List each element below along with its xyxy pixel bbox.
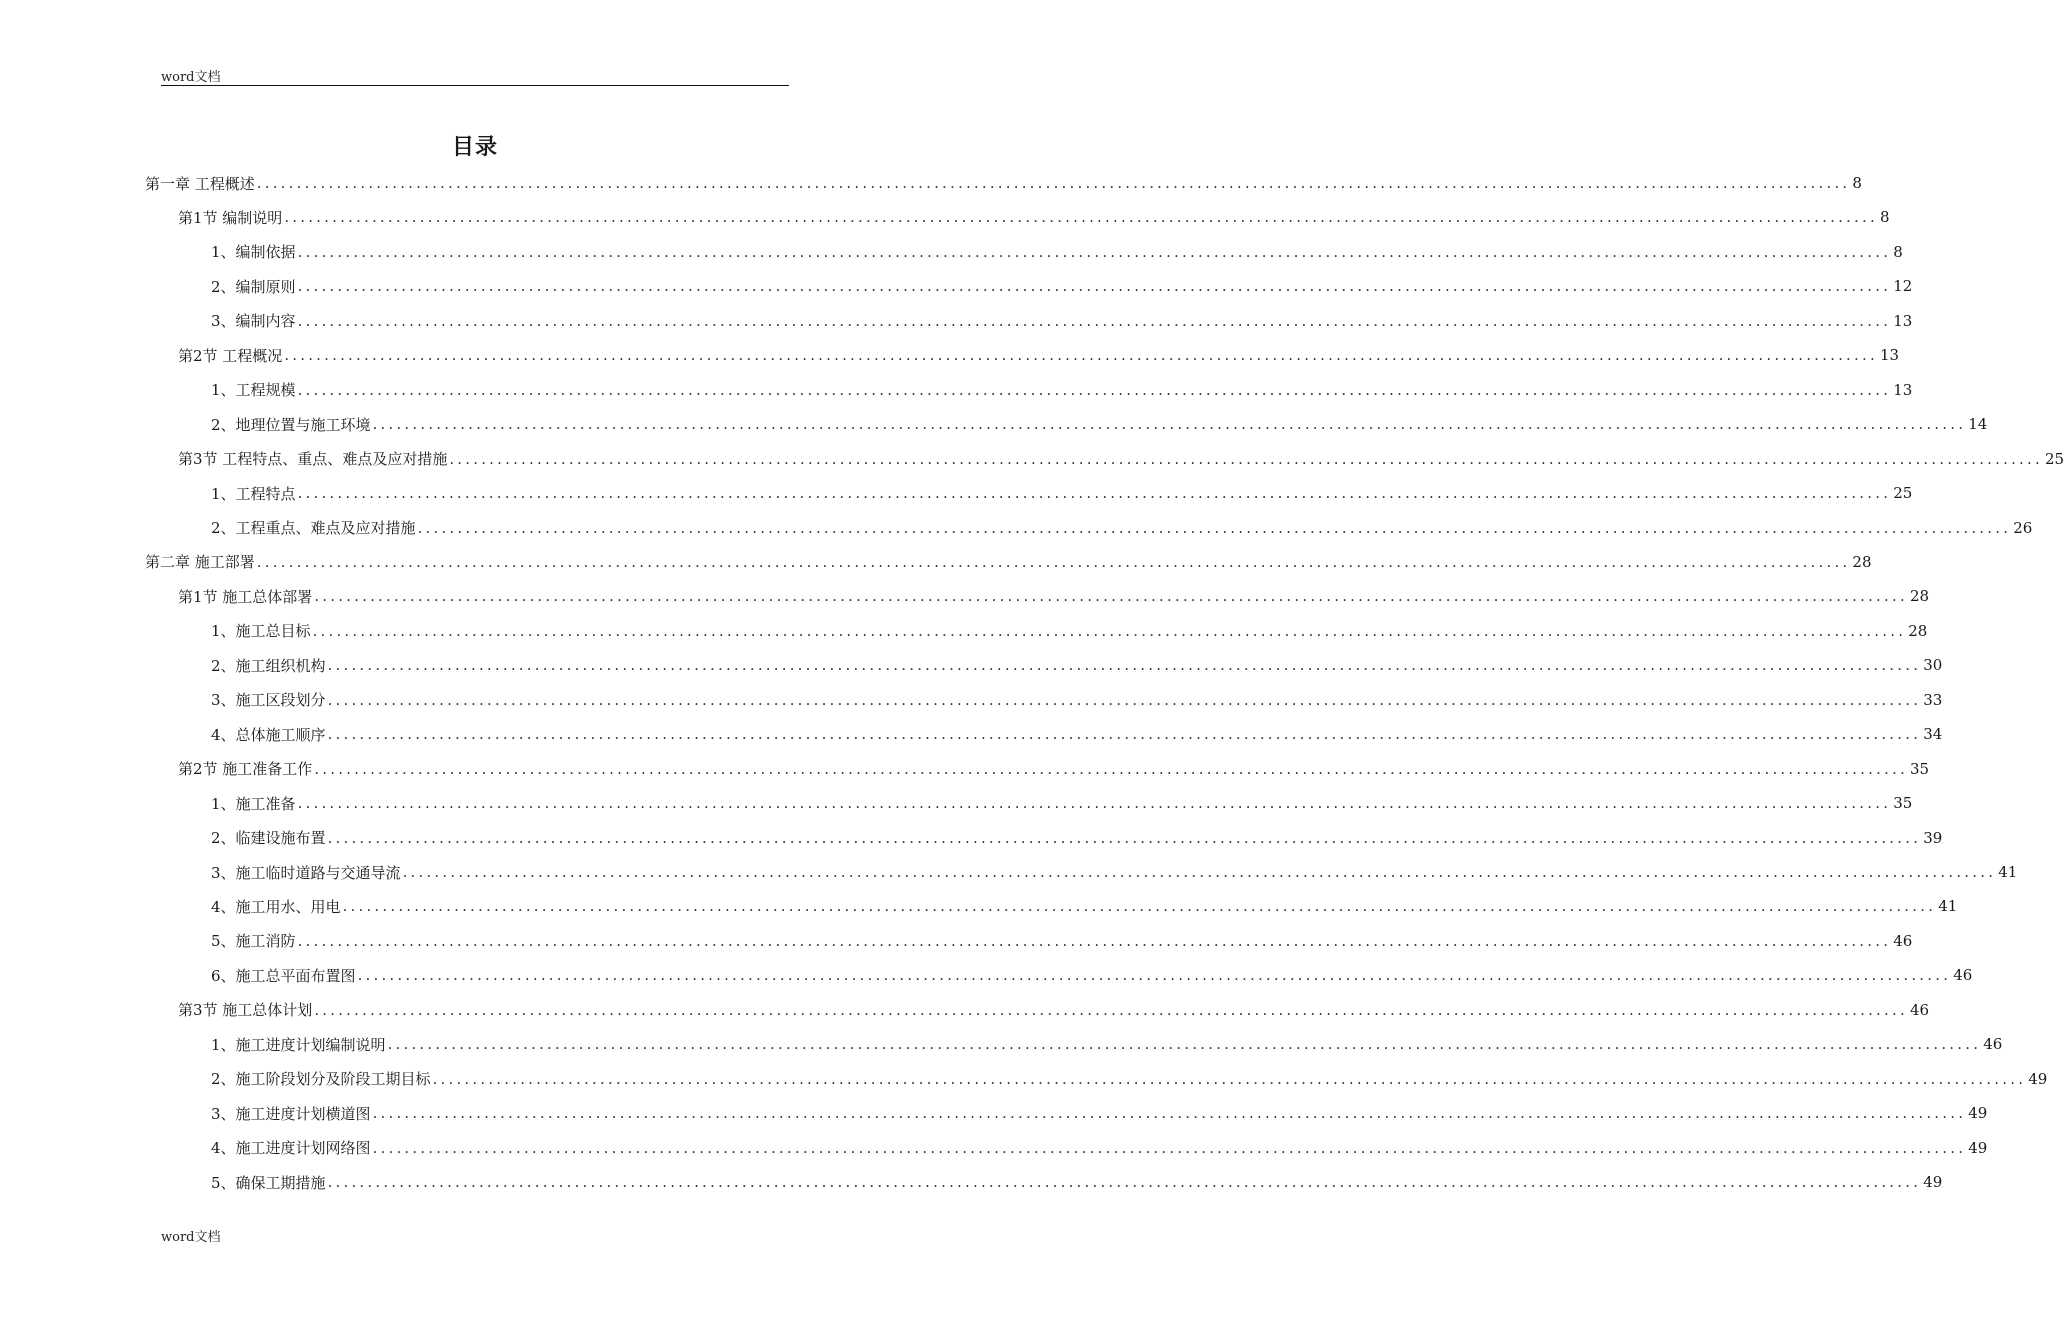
toc-entry-label: 施工准备 bbox=[235, 794, 296, 813]
toc-entry-label: 施工用水、用电 bbox=[235, 897, 341, 916]
toc-entry-label: 工程规模 bbox=[235, 381, 296, 400]
toc-entry-number: 6、 bbox=[211, 966, 236, 985]
toc-entry[interactable] bbox=[211, 924, 1913, 958]
toc-entry[interactable] bbox=[178, 200, 1890, 234]
toc-entry-number: 4、 bbox=[211, 1139, 236, 1158]
toc-entry[interactable] bbox=[211, 889, 1958, 923]
toc-entry-label: 工程重点、难点及应对措施 bbox=[235, 519, 416, 537]
toc-entry[interactable] bbox=[211, 614, 1928, 648]
toc-dot-leader: ........................................................................................................................................................................................................ bbox=[417, 518, 2012, 537]
toc-dot-leader: ........................................................................................................................................................................................................ bbox=[327, 656, 1922, 675]
toc-entry-number: 5、 bbox=[211, 1173, 236, 1192]
toc-page-number: 12 bbox=[1893, 277, 1913, 296]
toc-page-number: 30 bbox=[1923, 656, 1943, 675]
toc-dot-leader: ........................................................................................................................................................................................................ bbox=[297, 380, 1892, 399]
toc-entry-label: 施工总目标 bbox=[235, 622, 311, 641]
toc-page-number: 28 bbox=[1908, 621, 1928, 640]
toc-entry[interactable] bbox=[211, 1131, 1988, 1165]
toc-entry[interactable] bbox=[211, 476, 1913, 510]
toc-entry[interactable] bbox=[211, 717, 1943, 751]
toc-dot-leader: ........................................................................................................................................................................................................ bbox=[327, 725, 1922, 744]
toc-entry[interactable] bbox=[211, 235, 1903, 269]
toc-dot-leader: ........................................................................................................................................................................................................ bbox=[402, 863, 1997, 881]
toc-title: 目录 bbox=[451, 134, 498, 160]
toc-entry[interactable] bbox=[211, 1062, 2048, 1096]
toc-dot-leader: ........................................................................................................................................................................................................ bbox=[314, 1000, 1908, 1019]
toc-dot-leader: ........................................................................................................................................................................................................ bbox=[297, 484, 1892, 503]
toc-entry-label: 第二章 施工部署 bbox=[145, 553, 255, 572]
toc-page-number: 34 bbox=[1923, 725, 1943, 744]
toc-dot-leader: ........................................................................................................................................................................................................ bbox=[449, 449, 2043, 468]
toc-entry[interactable] bbox=[211, 269, 1913, 303]
toc-dot-leader: ........................................................................................................................................................................................................ bbox=[297, 794, 1892, 813]
toc-entry-number: 4、 bbox=[211, 897, 236, 916]
toc-page-number: 13 bbox=[1893, 311, 1913, 330]
toc-dot-leader: ........................................................................................................................................................................................................ bbox=[256, 552, 1851, 571]
toc-entry-label: 第2节 工程概况 bbox=[178, 346, 283, 365]
toc-page-number: 8 bbox=[1893, 242, 1903, 261]
toc-entry[interactable] bbox=[211, 373, 1913, 407]
page-footer: word文档 bbox=[161, 1230, 221, 1245]
toc-entry-label: 第3节 施工总体计划 bbox=[178, 1001, 313, 1020]
toc-entry-number: 1、 bbox=[211, 484, 236, 503]
toc-page-number: 14 bbox=[1968, 415, 1988, 434]
toc-entry-label: 施工进度计划横道图 bbox=[235, 1104, 371, 1123]
toc-entry-label: 编制原则 bbox=[235, 277, 296, 296]
toc-dot-leader: ........................................................................................................................................................................................................ bbox=[327, 828, 1922, 847]
toc-entry-number: 2、 bbox=[211, 415, 236, 434]
toc-entry-label: 施工进度计划网络图 bbox=[235, 1139, 371, 1158]
toc-entry[interactable] bbox=[178, 442, 2064, 476]
toc-entry-label: 地理位置与施工环境 bbox=[235, 415, 371, 434]
toc-entry[interactable] bbox=[178, 338, 1900, 372]
toc-page-number: 35 bbox=[1893, 794, 1913, 813]
toc-entry-number: 2、 bbox=[211, 1070, 236, 1089]
toc-entry-label: 总体施工顺序 bbox=[235, 725, 326, 744]
toc-page-number: 8 bbox=[1852, 174, 1862, 192]
toc-entry-label: 施工总平面布置图 bbox=[235, 966, 356, 985]
toc-entry-label: 临建设施布置 bbox=[235, 829, 326, 848]
toc-entry[interactable] bbox=[211, 821, 1943, 855]
toc-entry-label: 确保工期措施 bbox=[235, 1173, 326, 1192]
toc-entry[interactable] bbox=[178, 752, 1930, 786]
toc-entry[interactable] bbox=[211, 855, 2018, 889]
toc-page-number: 13 bbox=[1879, 346, 1900, 365]
toc-entry-label: 第1节 施工总体部署 bbox=[178, 587, 313, 606]
toc-dot-leader: ........................................................................................................................................................................................................ bbox=[284, 208, 1878, 227]
toc-page-number: 35 bbox=[1909, 759, 1930, 778]
toc-dot-leader: ........................................................................................................................................................................................................ bbox=[284, 346, 1878, 365]
toc-page-number: 46 bbox=[1953, 966, 1973, 985]
toc-entry[interactable] bbox=[178, 579, 1930, 613]
toc-dot-leader: ........................................................................................................................................................................................................ bbox=[432, 1069, 2027, 1088]
toc-page-number: 33 bbox=[1923, 690, 1943, 709]
toc-page-number: 49 bbox=[1923, 1173, 1943, 1192]
toc-page-number: 28 bbox=[1909, 587, 1930, 606]
page-header: word文档 bbox=[161, 70, 221, 85]
toc-page-number: 49 bbox=[1968, 1104, 1988, 1123]
toc-entry-label: 编制依据 bbox=[235, 243, 296, 262]
toc-entry[interactable] bbox=[211, 1096, 1988, 1130]
toc-entry-label: 第一章 工程概述 bbox=[145, 174, 255, 193]
toc-entry-number: 3、 bbox=[211, 863, 236, 882]
toc-entry[interactable] bbox=[211, 1027, 2003, 1061]
toc-entry[interactable] bbox=[211, 304, 1913, 338]
toc-entry-label: 施工阶段划分及阶段工期目标 bbox=[235, 1070, 431, 1089]
toc-page-number: 26 bbox=[2013, 518, 2033, 537]
toc-dot-leader: ........................................................................................................................................................................................................ bbox=[314, 759, 1908, 778]
toc-entry-label: 第1节 编制说明 bbox=[178, 208, 283, 227]
toc-entry-label: 编制内容 bbox=[235, 312, 296, 331]
toc-dot-leader: ........................................................................................................................................................................................................ bbox=[342, 897, 1937, 916]
toc-dot-leader: ........................................................................................................................................................................................................ bbox=[312, 621, 1907, 640]
toc-entry-number: 2、 bbox=[211, 656, 236, 675]
toc-dot-leader: ........................................................................................................................................................................................................ bbox=[297, 931, 1892, 950]
toc-entry-number: 3、 bbox=[211, 1104, 236, 1123]
toc-dot-leader: ........................................................................................................................................................................................................ bbox=[297, 311, 1892, 330]
toc-entry-number: 1、 bbox=[211, 622, 236, 641]
toc-entry[interactable] bbox=[145, 545, 1872, 579]
toc-entry-number: 2、 bbox=[211, 519, 236, 537]
toc-entry-label: 施工消防 bbox=[235, 932, 296, 951]
toc-dot-leader: ........................................................................................................................................................................................................ bbox=[372, 1138, 1967, 1157]
toc-dot-leader: ........................................................................................................................................................................................................ bbox=[256, 174, 1851, 192]
toc-page-number: 46 bbox=[1893, 931, 1913, 950]
toc-entry[interactable] bbox=[211, 786, 1913, 820]
toc-dot-leader: ........................................................................................................................................................................................................ bbox=[372, 1104, 1967, 1123]
toc-entry[interactable] bbox=[178, 993, 1930, 1027]
toc-page-number: 46 bbox=[1909, 1000, 1930, 1019]
toc-entry[interactable] bbox=[211, 648, 1943, 682]
toc-entry-number: 3、 bbox=[211, 312, 236, 331]
toc-entry-number: 2、 bbox=[211, 829, 236, 848]
toc-entry-number: 1、 bbox=[211, 381, 236, 400]
toc-entry-number: 3、 bbox=[211, 691, 236, 710]
toc-page-number: 28 bbox=[1852, 552, 1872, 571]
toc-page-number: 49 bbox=[2028, 1069, 2048, 1088]
toc-entry-label: 第3节 工程特点、重点、难点及应对措施 bbox=[178, 450, 448, 469]
toc-dot-leader: ........................................................................................................................................................................................................ bbox=[357, 966, 1952, 985]
toc-entry[interactable] bbox=[211, 958, 1973, 992]
toc-entry-number: 5、 bbox=[211, 932, 236, 951]
toc-page-number: 39 bbox=[1923, 828, 1943, 847]
toc-entry-number: 1、 bbox=[211, 794, 236, 813]
toc-entry-label: 施工进度计划编制说明 bbox=[235, 1035, 386, 1054]
toc-page-number: 41 bbox=[1998, 863, 2018, 881]
header-divider bbox=[161, 85, 789, 86]
toc-entry[interactable] bbox=[211, 1165, 1943, 1199]
toc-dot-leader: ........................................................................................................................................................................................................ bbox=[327, 690, 1922, 709]
toc-dot-leader: ........................................................................................................................................................................................................ bbox=[314, 587, 1908, 606]
toc-dot-leader: ........................................................................................................................................................................................................ bbox=[387, 1035, 1982, 1054]
toc-dot-leader: ........................................................................................................................................................................................................ bbox=[297, 242, 1892, 261]
toc-entry[interactable] bbox=[145, 166, 1862, 200]
toc-dot-leader: ........................................................................................................................................................................................................ bbox=[372, 415, 1967, 434]
toc-page-number: 41 bbox=[1938, 897, 1958, 916]
toc-entry-label: 第2节 施工准备工作 bbox=[178, 760, 313, 779]
toc-dot-leader: ........................................................................................................................................................................................................ bbox=[327, 1173, 1922, 1192]
toc-entry-number: 1、 bbox=[211, 1035, 236, 1054]
toc-entry-number: 4、 bbox=[211, 725, 236, 744]
toc-entry[interactable] bbox=[211, 683, 1943, 717]
toc-page-number: 25 bbox=[1893, 484, 1913, 503]
toc-dot-leader: ........................................................................................................................................................................................................ bbox=[297, 277, 1892, 296]
toc-entry-label: 工程特点 bbox=[235, 484, 296, 503]
toc-page-number: 13 bbox=[1893, 380, 1913, 399]
toc-entry[interactable] bbox=[211, 407, 1988, 441]
toc-page-number: 25 bbox=[2044, 449, 2064, 468]
toc-entry[interactable] bbox=[211, 511, 2033, 545]
toc-entry-number: 1、 bbox=[211, 243, 236, 262]
toc-entry-label: 施工组织机构 bbox=[235, 656, 326, 675]
toc-entry-label: 施工区段划分 bbox=[235, 691, 326, 710]
toc-page-number: 46 bbox=[1983, 1035, 2003, 1054]
toc-page-number: 49 bbox=[1968, 1138, 1988, 1157]
toc-page-number: 8 bbox=[1879, 208, 1890, 227]
toc-entry-label: 施工临时道路与交通导流 bbox=[235, 863, 401, 882]
toc-entry-number: 2、 bbox=[211, 277, 236, 296]
